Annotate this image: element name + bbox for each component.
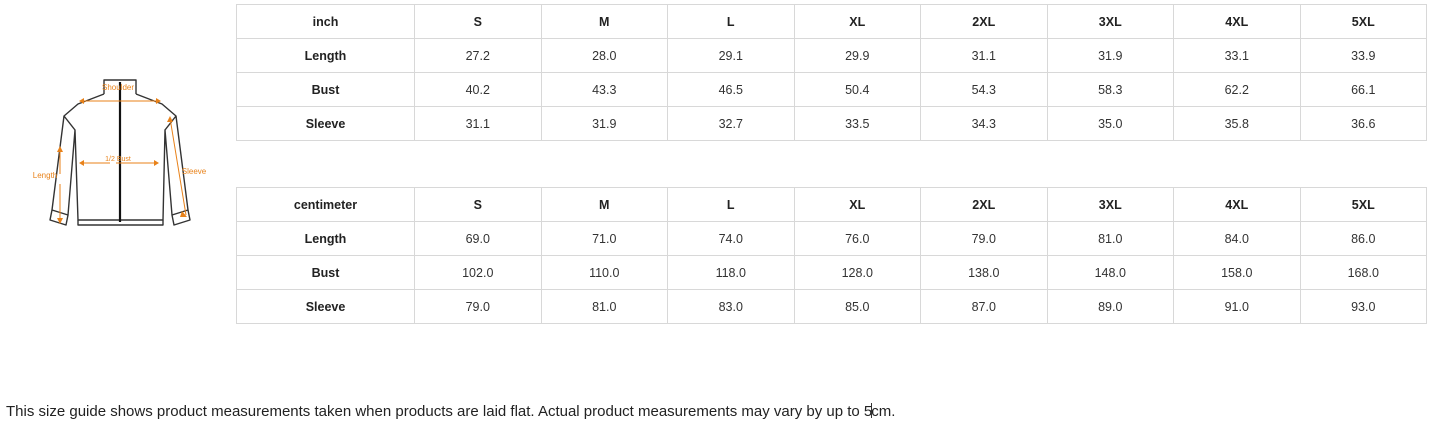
- cell: 27.2: [415, 39, 542, 73]
- unit-label: inch: [237, 5, 415, 39]
- table-row: [237, 290, 1427, 324]
- cell: 46.5: [668, 73, 795, 107]
- cell: 31.9: [1047, 39, 1174, 73]
- cell: 58.3: [1047, 73, 1174, 107]
- cell: 79.0: [415, 290, 542, 324]
- cell: 83.0: [668, 290, 795, 324]
- garment-diagram: [18, 70, 218, 250]
- cell: 31.1: [415, 107, 542, 141]
- diagram-label-length: Length: [32, 171, 58, 180]
- cell: 102.0: [415, 256, 542, 290]
- row-label: Sleeve: [237, 107, 415, 141]
- cell: 128.0: [794, 256, 921, 290]
- column-header: 2XL: [921, 188, 1048, 222]
- cell: 158.0: [1174, 256, 1301, 290]
- column-header: 5XL: [1300, 5, 1427, 39]
- cell: 168.0: [1300, 256, 1427, 290]
- cell: 33.5: [794, 107, 921, 141]
- cell: 36.6: [1300, 107, 1427, 141]
- unit-label: centimeter: [237, 188, 415, 222]
- column-header: S: [415, 5, 542, 39]
- cell: 76.0: [794, 222, 921, 256]
- diagram-label-half-bust: 1/2 Bust: [105, 156, 131, 163]
- cell: 69.0: [415, 222, 542, 256]
- inch-size-table: [236, 4, 1427, 141]
- column-header: 3XL: [1047, 188, 1174, 222]
- cell: 91.0: [1174, 290, 1301, 324]
- row-label: Length: [237, 222, 415, 256]
- cell: 32.7: [668, 107, 795, 141]
- cell: 62.2: [1174, 73, 1301, 107]
- cell: 71.0: [541, 222, 668, 256]
- cell: 138.0: [921, 256, 1048, 290]
- cell: 29.1: [668, 39, 795, 73]
- cell: 148.0: [1047, 256, 1174, 290]
- cell: 81.0: [1047, 222, 1174, 256]
- table-row: [237, 256, 1427, 290]
- cell: 29.9: [794, 39, 921, 73]
- cell: 86.0: [1300, 222, 1427, 256]
- column-header: M: [541, 5, 668, 39]
- cell: 85.0: [794, 290, 921, 324]
- table-spacer: [236, 141, 1426, 187]
- cell: 43.3: [541, 73, 668, 107]
- column-header: 4XL: [1174, 188, 1301, 222]
- cell: 54.3: [921, 73, 1048, 107]
- cell: 31.1: [921, 39, 1048, 73]
- note-text-first: This size guide shows product measurements taken when products are laid flat. Actual product measurements may vary by up to 5: [6, 403, 873, 420]
- size-tables: [236, 4, 1426, 324]
- cell: 118.0: [668, 256, 795, 290]
- cell: 87.0: [921, 290, 1048, 324]
- cell: 66.1: [1300, 73, 1427, 107]
- cell: 33.1: [1174, 39, 1301, 73]
- column-header: L: [668, 5, 795, 39]
- cell: 35.8: [1174, 107, 1301, 141]
- column-header: 4XL: [1174, 5, 1301, 39]
- column-header: 3XL: [1047, 5, 1174, 39]
- diagram-label-sleeve: Sleeve: [181, 167, 207, 176]
- cell: 79.0: [921, 222, 1048, 256]
- column-header: M: [541, 188, 668, 222]
- cell: 35.0: [1047, 107, 1174, 141]
- cell: 40.2: [415, 73, 542, 107]
- note-text-second: cm.: [871, 403, 896, 420]
- cell: 84.0: [1174, 222, 1301, 256]
- cell: 81.0: [541, 290, 668, 324]
- row-label: Length: [237, 39, 415, 73]
- table-row: [237, 73, 1427, 107]
- column-header: XL: [794, 5, 921, 39]
- cell: 50.4: [794, 73, 921, 107]
- column-header: 2XL: [921, 5, 1048, 39]
- cell: 31.9: [541, 107, 668, 141]
- cell: 89.0: [1047, 290, 1174, 324]
- diagram-label-shoulder: Shoulder: [101, 83, 135, 92]
- table-row: [237, 107, 1427, 141]
- column-header: XL: [794, 188, 921, 222]
- cell: 28.0: [541, 39, 668, 73]
- table-row: [237, 222, 1427, 256]
- column-header: 5XL: [1300, 188, 1427, 222]
- cell: 93.0: [1300, 290, 1427, 324]
- centimeter-size-table: [236, 187, 1427, 324]
- row-label: Bust: [237, 73, 415, 107]
- table-header-row: [237, 5, 1427, 39]
- row-label: Bust: [237, 256, 415, 290]
- column-header: S: [415, 188, 542, 222]
- table-header-row: [237, 188, 1427, 222]
- size-guide-note: [6, 403, 895, 420]
- cell: 110.0: [541, 256, 668, 290]
- cell: 74.0: [668, 222, 795, 256]
- column-header: L: [668, 188, 795, 222]
- cell: 34.3: [921, 107, 1048, 141]
- row-label: Sleeve: [237, 290, 415, 324]
- cell: 33.9: [1300, 39, 1427, 73]
- table-row: [237, 39, 1427, 73]
